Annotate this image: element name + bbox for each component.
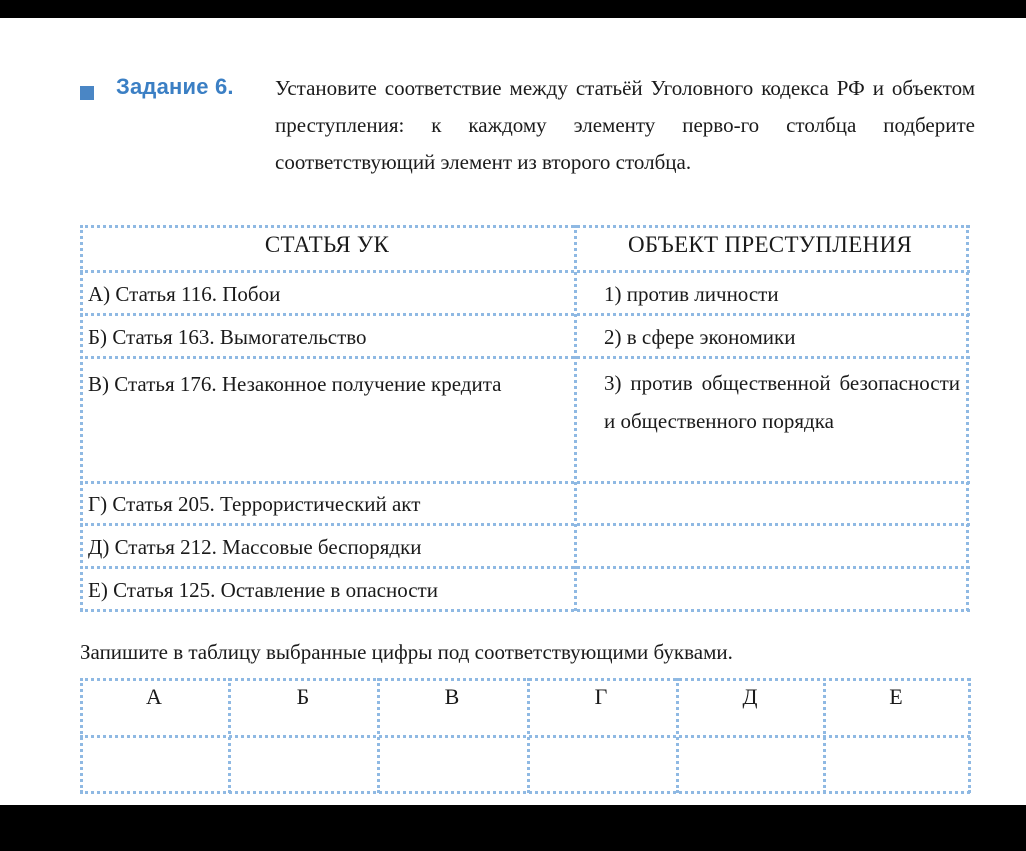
table-line [80, 225, 83, 611]
row-text: Статья 125. Оставление в опасности [113, 578, 438, 602]
right-row [604, 274, 779, 314]
row-number: 3) [604, 371, 622, 395]
row-letter: Б) [88, 325, 108, 349]
left-row [88, 274, 280, 314]
row-number: 2) [604, 325, 622, 349]
row-text: Статья 163. Вымогательство [112, 325, 367, 349]
row-letter: Д) [88, 535, 110, 559]
task-marker-icon [80, 86, 94, 100]
row-text: в сфере экономики [626, 325, 796, 349]
row-letter: А) [88, 282, 111, 306]
row-text: против личности [626, 282, 779, 306]
row-text: Статья 116. Побои [115, 282, 281, 306]
row-text: Статья 205. Террористический акт [112, 492, 421, 516]
task-text: Установите соответствие между статьёй Уголовного кодекса РФ и объектом преступления: к каждому элементу перво-го столбца подберите соответствующий элемент из второго столбца. [275, 76, 975, 174]
header-object: ОБЪЕКТ ПРЕСТУПЛЕНИЯ [627, 232, 912, 257]
row-text: против общественной безопасности и общественного порядка [604, 371, 961, 433]
answer-letter: В [444, 684, 460, 709]
answer-input-row[interactable] [80, 737, 970, 789]
row-text: Статья 212. Массовые беспорядки [114, 535, 422, 559]
answer-line [80, 678, 970, 681]
answer-letter: Б [296, 684, 310, 709]
answer-letter: Е [889, 684, 903, 709]
left-row [88, 570, 438, 610]
row-text: Статья 176. Незаконное получение кредита [114, 372, 502, 396]
left-row [88, 484, 420, 524]
row-letter: В) [88, 372, 109, 396]
row-letter: Е) [88, 578, 108, 602]
left-row [88, 317, 367, 357]
table-line [80, 225, 970, 228]
row-number: 1) [604, 282, 622, 306]
answer-line [80, 791, 970, 794]
textbook-page [0, 18, 1026, 805]
header-article: СТАТЬЯ УК [264, 232, 390, 257]
table-line [574, 225, 577, 611]
table-line [80, 270, 970, 273]
answer-letter: А [146, 684, 162, 709]
right-row [604, 317, 795, 357]
answer-letter: Д [742, 684, 758, 709]
answer-letter: Г [594, 684, 608, 709]
left-row [88, 527, 422, 567]
left-row [88, 364, 558, 404]
table-line [966, 225, 969, 611]
row-letter: Г) [88, 492, 108, 516]
right-row [604, 364, 960, 440]
instruction-text: Запишите в таблицу выбранные цифры под соответствующими буквами. [80, 640, 733, 664]
task-label: Задание 6. [116, 74, 234, 99]
